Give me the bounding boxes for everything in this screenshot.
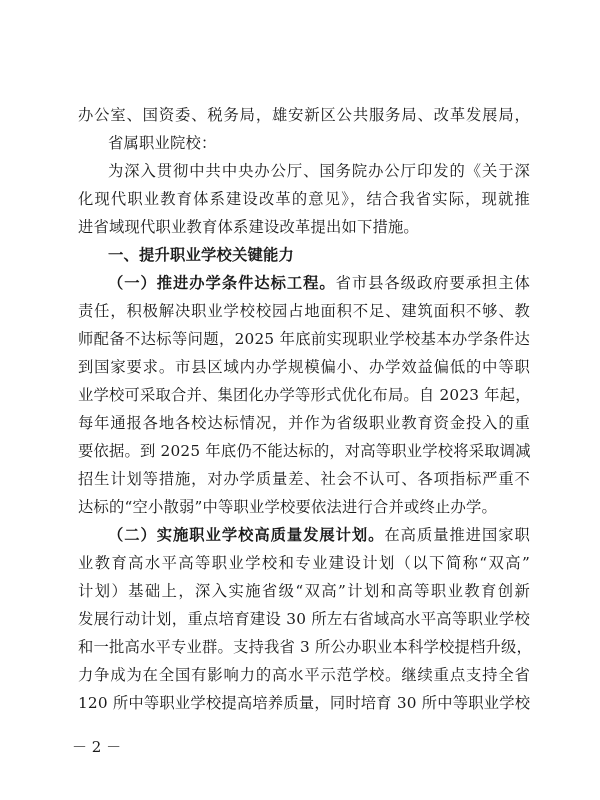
intro-line-3: 进省域现代职业教育体系建设改革提出如下措施。 [78, 218, 419, 236]
item1-line-0: 省市县各级政府要承担主体 [335, 274, 530, 292]
intro-line-1: 为深入贯彻中共中央办公厅、国务院办公厅印发的《关于深 [108, 162, 530, 180]
item1-heading: （一）推进办学条件达标工程。 [108, 274, 336, 292]
page-number: － 2 － [72, 738, 122, 756]
item1-line-5: 每年通报各地各校达标情况，并作为省级职业教育资金投入的重 [78, 414, 530, 432]
item1-line-8: 达标的“空小散弱”中等职业学校要依法进行合并或终止办学。 [78, 498, 497, 516]
item1-line-7: 招生计划等措施，对办学质量差、社会不认可、各项指标严重不 [78, 470, 530, 488]
item2-line-5: 力争成为在全国有影响力的高水平示范学校。继续重点支持全省 [78, 666, 530, 684]
item2-line-2: 计划）基础上，深入实施省级“双高”计划和高等职业教育创新 [78, 582, 530, 600]
item2-heading: （二）实施职业学校高质量发展计划。 [108, 526, 385, 544]
item1-line-6: 要依据。到 2025 年底仍不能达标的，对高等职业学校将采取调减 [78, 442, 531, 460]
item2-line-4: 和一批高水平专业群。支持我省 3 所公办职业本科学校提档升级， [78, 638, 532, 656]
item1-line-2: 师配备不达标等问题，2025 年底前实现职业学校基本办学条件达 [78, 330, 530, 348]
intro-line-2: 化现代职业教育体系建设改革的意见》，结合我省实际，现就推 [78, 190, 530, 208]
item1-line-3: 到国家要求。市县区域内办学规模偏小、办学效益偏低的中等职 [78, 358, 530, 376]
item1-line-4: 业学校可采取合并、集团化办学等形式优化布局。自 2023 年起， [78, 386, 531, 404]
recipients-line-1: 办公室、国资委、税务局，雄安新区公共服务局、改革发展局， [78, 106, 530, 124]
item2-line-3: 发展行动计划，重点培育建设 30 所左右省域高水平高等职业学校 [78, 610, 530, 628]
item1-first-line [78, 269, 530, 297]
item2-first-line [78, 521, 530, 549]
item2-line-1: 业教育高水平高等职业学校和专业建设计划（以下简称“双高” [78, 554, 530, 572]
section-heading: 一、提升职业学校关键能力 [108, 246, 294, 264]
item1-line-1: 责任，积极解决职业学校校园占地面积不足、建筑面积不够、教 [78, 302, 530, 320]
recipients-line-2: 省属职业院校： [108, 134, 217, 152]
document-body [78, 101, 530, 717]
item2-line-0: 在高质量推进国家职 [384, 526, 530, 544]
item2-line-6: 120 所中等职业学校提高培养质量，同时培育 30 所中等职业学校 [78, 694, 531, 712]
